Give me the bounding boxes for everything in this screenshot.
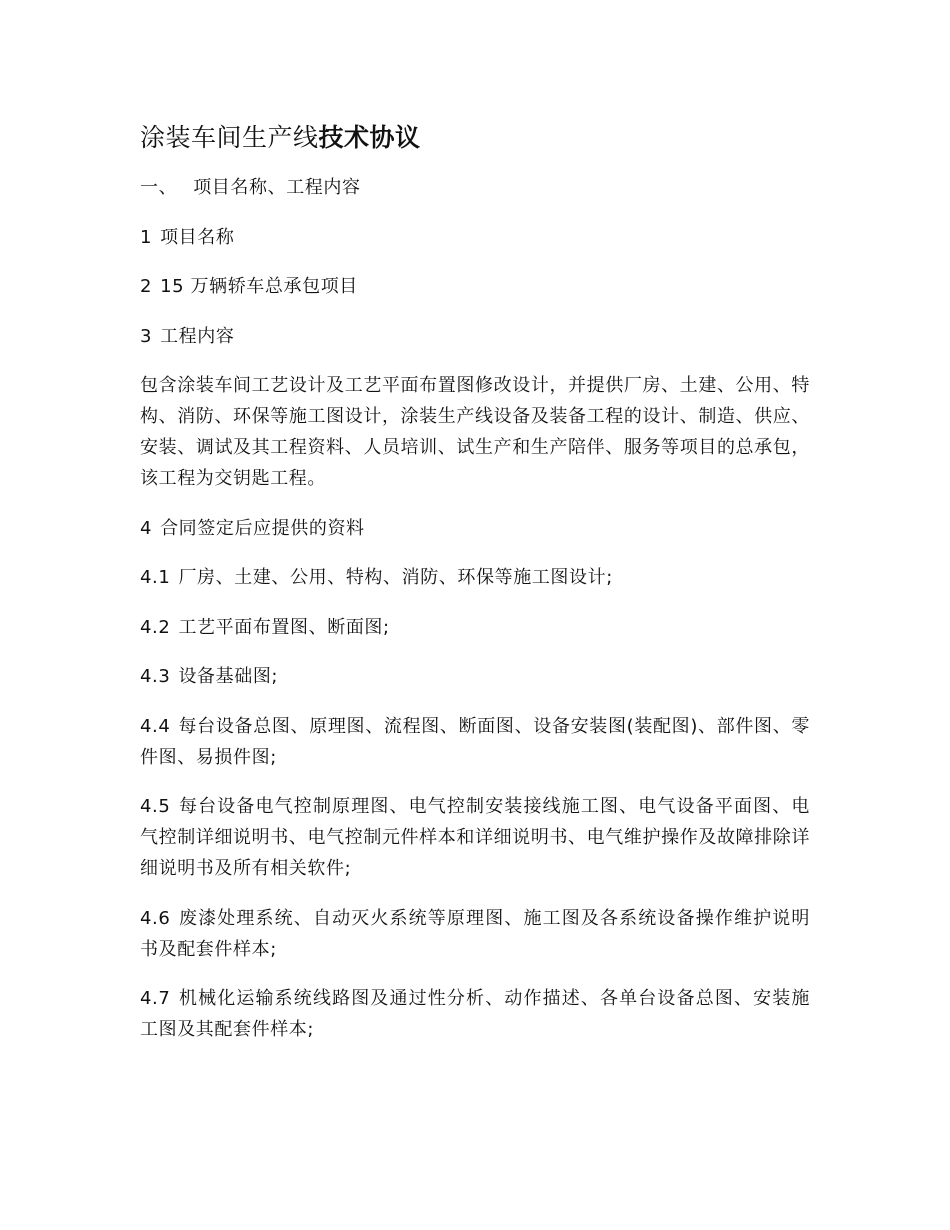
item-number: 1 (140, 226, 153, 248)
sub-item-number: 4.2 (140, 616, 171, 638)
sub-item-number: 4.7 (140, 988, 171, 1009)
sub-item-text: 厂房、土建、公用、特构、消防、环保等施工图设计; (178, 567, 613, 588)
sub-item (140, 903, 810, 965)
scope-paragraph: 包含涂装车间工艺设计及工艺平面布置图修改设计，并提供厂房、土建、公用、特构、消防、环保等施工图设计，涂装生产线设备及装备工程的设计、制造、供应、安装、调试及其工程资料、人员培训、试生产和生产陪伴、服务等项目的总承包，该工程为交钥匙工程。 (140, 375, 810, 489)
sub-item-number: 4.1 (140, 567, 171, 588)
document-title-regular: 涂装车间生产线 (140, 123, 319, 152)
sub-item-text: 废漆处理系统、自动灭火系统等原理图、施工图及各系统设备操作维护说明书及配套件样本; (140, 907, 810, 960)
sub-item-text: 设备基础图; (178, 666, 279, 687)
item-text: 15 万辆轿车总承包项目 (160, 276, 358, 297)
list-item (140, 222, 810, 253)
sub-item-text: 工艺平面布置图、断面图; (178, 616, 390, 638)
document-page (140, 118, 810, 1064)
sub-item (140, 612, 810, 643)
sub-item-number: 4.6 (140, 907, 171, 929)
item-text: 工程内容 (160, 325, 235, 347)
sub-item-number: 4.4 (140, 715, 171, 737)
sub-item (140, 711, 810, 773)
sub-item (140, 791, 810, 884)
list-item (140, 271, 810, 302)
section-number: 一、 (140, 177, 178, 198)
section-heading-text: 项目名称、工程内容 (193, 177, 361, 198)
document-title (140, 118, 810, 158)
sub-item-text: 机械化运输系统线路图及通过性分析、动作描述、各单台设备总图、安装施工图及其配套件样本; (140, 988, 810, 1040)
list-item (140, 513, 810, 544)
sub-item-text: 每台设备电气控制原理图、电气控制安装接线施工图、电气设备平面图、电气控制详细说明书、电气控制元件样本和详细说明书、电气维护操作及故障排除详细说明书及所有相关软件; (140, 796, 810, 879)
item-number: 3 (140, 325, 153, 347)
list-item (140, 321, 810, 352)
document-title-bold: 技术协议 (318, 123, 421, 152)
sub-item-text: 每台设备总图、原理图、流程图、断面图、设备安装图(装配图)、部件图、零件图、易损件图; (140, 715, 810, 768)
item-number: 4 (140, 517, 153, 539)
sub-item-number: 4.3 (140, 666, 171, 687)
item-number: 2 (140, 276, 153, 297)
sub-item (140, 562, 810, 593)
sub-item-number: 4.5 (140, 796, 171, 817)
sub-item (140, 983, 810, 1045)
sub-item (140, 661, 810, 692)
item-text: 项目名称 (160, 226, 235, 248)
section-heading-one (140, 172, 810, 203)
item-text: 合同签定后应提供的资料 (160, 517, 365, 539)
